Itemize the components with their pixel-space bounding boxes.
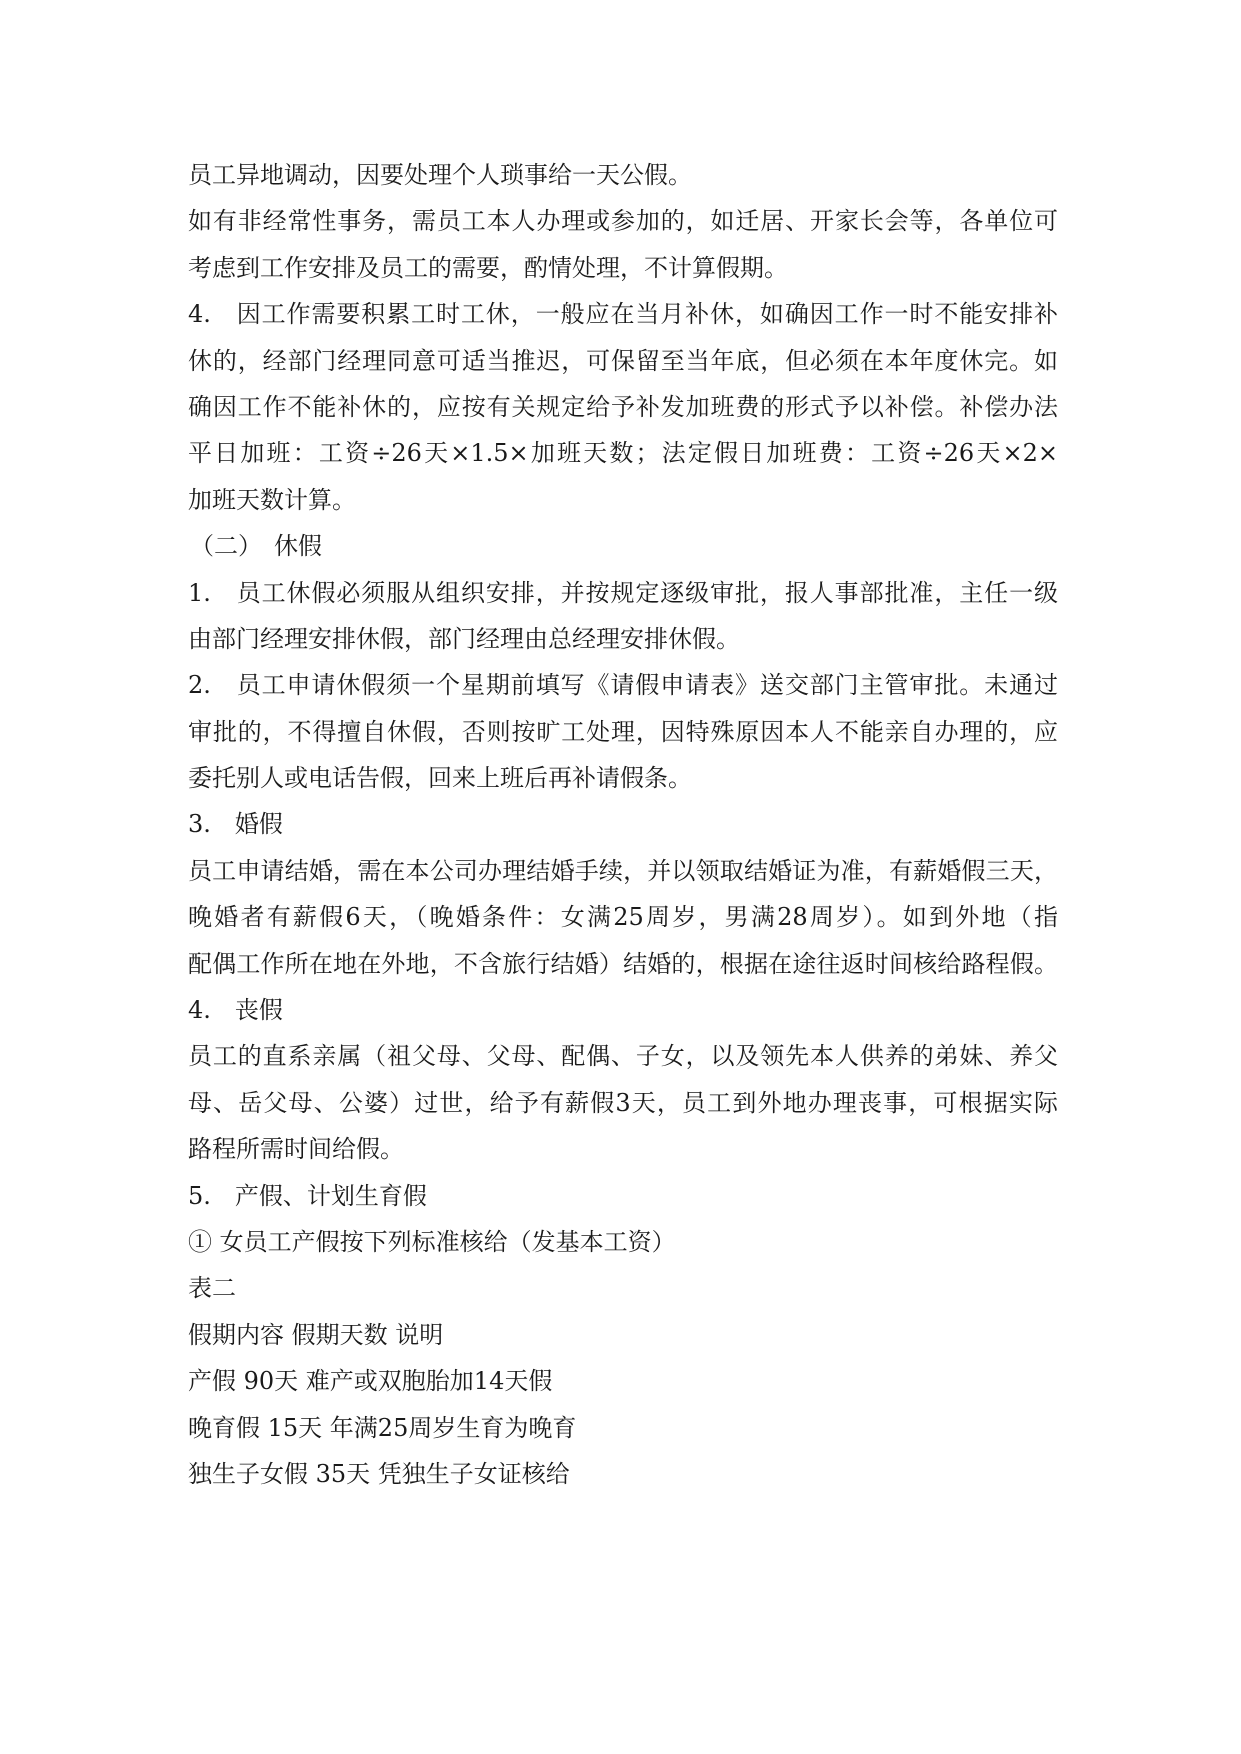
subsection-heading: 3. 婚假 — [188, 810, 283, 839]
table-row-line: 产假 90天 难产或双胞胎加14天假 — [188, 1367, 553, 1396]
paragraph-line: 由部门经理安排休假，部门经理由总经理安排休假。 — [188, 624, 740, 653]
paragraph-line: 1. 员工休假必须服从组织安排，并按规定逐级审批，报人事部批准，主任一级 — [188, 578, 1058, 607]
section-heading: （二） 休假 — [190, 532, 322, 561]
paragraph-line: 委托别人或电话告假，回来上班后再补请假条。 — [188, 764, 692, 793]
paragraph-line: 平日加班：工资÷26天×1.5×加班天数；法定假日加班费：工资÷26天×2× — [188, 439, 1058, 468]
paragraph-line: 确因工作不能补休的，应按有关规定给予补发加班费的形式予以补偿。补偿办法 — [188, 392, 1058, 421]
paragraph-line: ① 女员工产假按下列标准核给（发基本工资） — [188, 1227, 676, 1256]
paragraph-line: 2. 员工申请休假须一个星期前填写《请假申请表》送交部门主管审批。未通过 — [188, 671, 1058, 700]
paragraph-line: 员工的直系亲属（祖父母、父母、配偶、子女，以及领先本人供养的弟妹、养父 — [188, 1042, 1058, 1071]
table-header-line: 假期内容 假期天数 说明 — [188, 1320, 444, 1349]
subsection-heading: 5. 产假、计划生育假 — [188, 1181, 427, 1210]
table-row-line: 晚育假 15天 年满25周岁生育为晚育 — [188, 1413, 577, 1442]
paragraph-line: 考虑到工作安排及员工的需要，酌情处理，不计算假期。 — [188, 253, 788, 282]
table-caption: 表二 — [188, 1274, 236, 1303]
paragraph-line: 加班天数计算。 — [188, 485, 356, 514]
paragraph-line: 员工异地调动，因要处理个人琐事给一天公假。 — [188, 161, 692, 189]
paragraph-line: 配偶工作所在地在外地，不含旅行结婚）结婚的，根据在途往返时间核给路程假。 — [188, 949, 1058, 978]
paragraph-line: 休的，经部门经理同意可适当推迟，可保留至当年底，但必须在本年度休完。如 — [188, 346, 1058, 375]
paragraph-line: 如有非经常性事务，需员工本人办理或参加的，如迁居、开家长会等，各单位可 — [188, 207, 1058, 236]
paragraph-line: 路程所需时间给假。 — [188, 1135, 404, 1164]
paragraph-line: 4. 因工作需要积累工时工休，一般应在当月补休，如确因工作一时不能安排补 — [188, 300, 1058, 329]
table-row-line: 独生子女假 35天 凭独生子女证核给 — [188, 1459, 570, 1488]
document-body — [188, 152, 1068, 1497]
paragraph-line: 晚婚者有薪假6天，（晚婚条件：女满25周岁，男满28周岁）。如到外地（指 — [188, 903, 1058, 932]
paragraph-line: 审批的，不得擅自休假，否则按旷工处理，因特殊原因本人不能亲自办理的，应 — [188, 717, 1058, 746]
paragraph-line: 员工申请结婚，需在本公司办理结婚手续，并以领取结婚证为准，有薪婚假三天， — [188, 856, 1058, 885]
subsection-heading: 4. 丧假 — [188, 996, 283, 1025]
paragraph-line: 母、岳父母、公婆）过世，给予有薪假3天，员工到外地办理丧事，可根据实际 — [188, 1088, 1058, 1117]
